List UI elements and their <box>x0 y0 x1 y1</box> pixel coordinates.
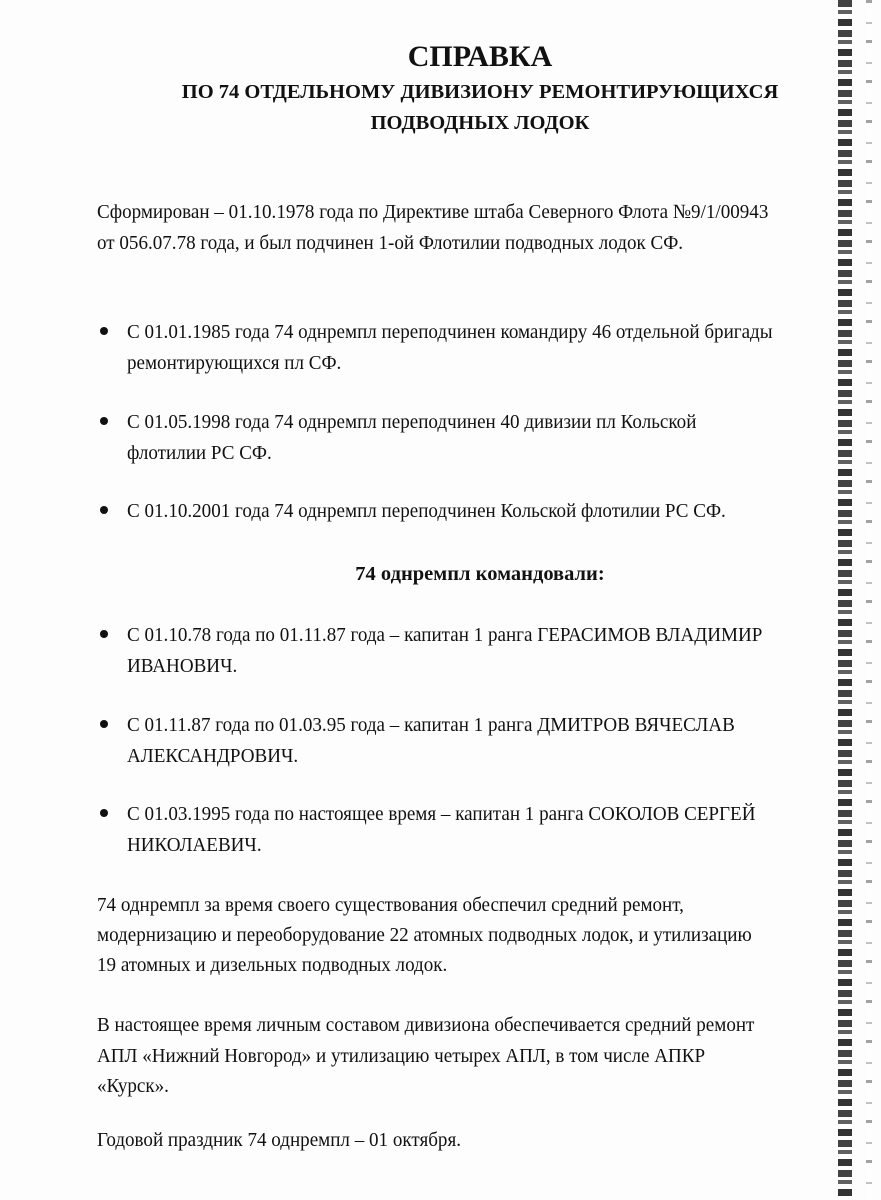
list-item: НИКОЛАЕВИЧ. <box>127 834 262 856</box>
bullet-icon <box>100 630 108 638</box>
paragraph-line: «Курск». <box>97 1075 169 1097</box>
document-title: СПРАВКА <box>407 40 553 73</box>
list-item: АЛЕКСАНДРОВИЧ. <box>127 745 299 767</box>
intro-line: Сформирован – 01.10.1978 года по Директиве штаба Северного Флота №9/1/00943 <box>97 201 769 223</box>
scan-edge-noise <box>866 0 872 1200</box>
list-item: ремонтирующихся пл СФ. <box>127 352 342 374</box>
bullet-icon <box>100 809 108 817</box>
intro-line: от 056.07.78 года, и был подчинен 1-ой Флотилии подводных лодок СФ. <box>97 232 684 254</box>
holiday-line: Годовой праздник 74 однремпл – 01 октября. <box>97 1129 462 1151</box>
list-item: С 01.05.1998 года 74 однремпл переподчинен 40 дивизии пл Кольской <box>127 411 697 433</box>
paragraph-line: В настоящее время личным составом дивизиона обеспечивается средний ремонт <box>97 1014 755 1036</box>
list-item: флотилии РС СФ. <box>127 442 272 464</box>
paragraph-line: модернизацию и переоборудование 22 атомных подводных лодок, и утилизацию <box>97 924 752 946</box>
list-item: С 01.01.1985 года 74 однремпл переподчинен командиру 46 отдельной бригады <box>127 321 773 343</box>
bullet-icon <box>100 720 108 728</box>
paragraph-line: АПЛ «Нижний Новгород» и утилизацию четырех АПЛ, в том числе АПКР <box>97 1045 706 1067</box>
scan-edge-noise <box>838 0 852 1200</box>
list-item: ИВАНОВИЧ. <box>127 655 238 677</box>
list-item: С 01.10.78 года по 01.11.87 года – капитан 1 ранга ГЕРАСИМОВ ВЛАДИМИР <box>127 624 763 646</box>
paragraph-line: 19 атомных и дизельных подводных лодок. <box>97 954 448 976</box>
bullet-icon <box>100 327 108 335</box>
list-item: С 01.10.2001 года 74 однремпл переподчинен Кольской флотилии РС СФ. <box>127 500 726 522</box>
commanders-heading: 74 однремпл командовали: <box>355 563 605 585</box>
bullet-icon <box>100 417 108 425</box>
list-item: С 01.03.1995 года по настоящее время – капитан 1 ранга СОКОЛОВ СЕРГЕЙ <box>127 803 756 825</box>
paragraph-line: 74 однремпл за время своего существования обеспечил средний ремонт, <box>97 894 684 916</box>
subtitle-line: ПОДВОДНЫХ ЛОДОК <box>370 112 590 134</box>
bullet-icon <box>100 506 108 514</box>
list-item: С 01.11.87 года по 01.03.95 года – капитан 1 ранга ДМИТРОВ ВЯЧЕСЛАВ <box>127 714 735 736</box>
subtitle-line: ПО 74 ОТДЕЛЬНОМУ ДИВИЗИОНУ РЕМОНТИРУЮЩИХСЯ <box>181 81 779 103</box>
